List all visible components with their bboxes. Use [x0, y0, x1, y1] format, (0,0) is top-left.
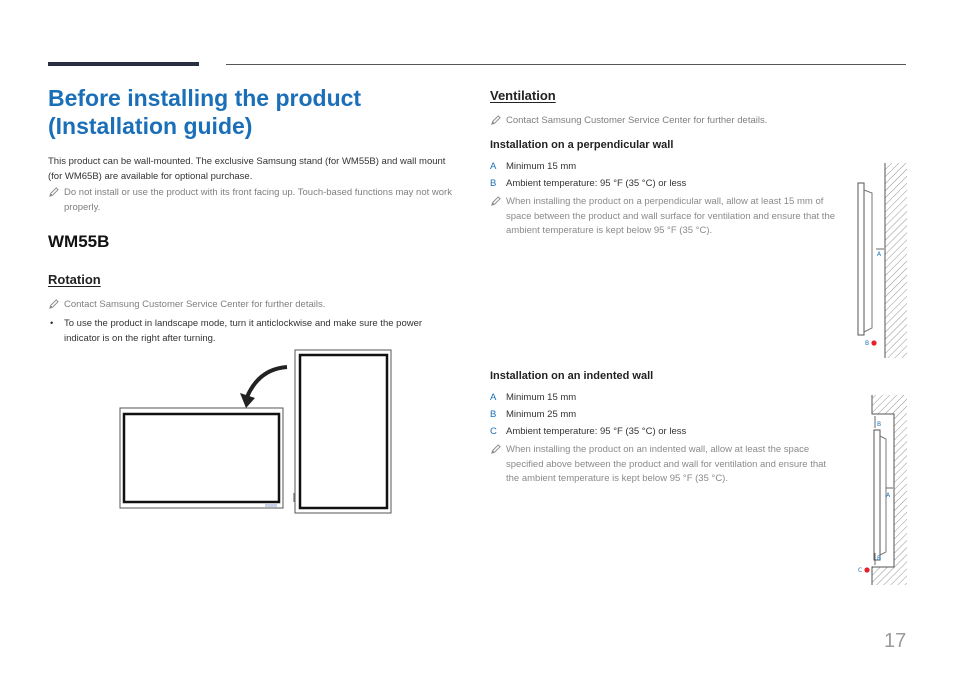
header-rule-thin — [226, 64, 906, 65]
label-a: A — [877, 251, 882, 258]
wall-hatch — [885, 163, 907, 358]
header-rule-thick — [48, 62, 199, 66]
label-c: C — [858, 567, 863, 574]
list-letter: A — [490, 161, 497, 172]
pencil-note-icon — [48, 299, 59, 310]
indented-wall-diagram — [852, 390, 912, 590]
label-b: B — [865, 340, 870, 347]
indented-heading: Installation on an indented wall — [490, 370, 654, 382]
list-item — [490, 408, 840, 425]
rotation-note-text: Contact Samsung Customer Service Center for further details. — [64, 299, 326, 310]
pencil-note-icon — [490, 196, 501, 207]
intro-note-text: Do not install or use the product with its front facing up. Touch-based functions may not work properly. — [64, 187, 452, 213]
power-indicator — [265, 504, 277, 507]
list-letter: A — [490, 392, 497, 403]
indented-list — [490, 391, 840, 442]
anticlockwise-arrow-icon — [240, 367, 287, 408]
perpendicular-heading: Installation on a perpendicular wall — [490, 139, 674, 151]
temperature-indicator — [864, 567, 869, 572]
temperature-indicator — [871, 340, 876, 345]
intro-note — [48, 186, 460, 215]
list-text: Minimum 15 mm — [506, 392, 577, 403]
indented-note-text: When installing the product on an indented wall, allow at least the space specified above between the product and wall for ventilation and ensure that the ambient temperature is kept below 95 °F (35 °C). — [506, 444, 827, 484]
label-b-top: B — [877, 421, 882, 428]
bullet-dot: • — [50, 318, 54, 329]
list-item — [490, 160, 840, 177]
list-text: Ambient temperature: 95 °F (35 °C) or less — [506, 426, 687, 437]
display-side-view — [858, 183, 864, 335]
rotation-bullet — [48, 316, 458, 346]
display-side-view — [874, 430, 880, 560]
landscape-display — [120, 408, 294, 508]
list-item — [490, 177, 840, 194]
perpendicular-list — [490, 160, 840, 194]
intro-text: This product can be wall-mounted. The exclusive Samsung stand (for WM55B) and wall mount (for WM65B) are available for optional purchase. — [48, 156, 446, 182]
rotation-bullet-text: To use the product in landscape mode, turn it anticlockwise and make sure the power indicator is on the right after turning. — [64, 318, 423, 344]
list-letter: B — [490, 409, 497, 420]
label-b-bottom: B — [877, 555, 882, 562]
list-letter: B — [490, 178, 497, 189]
ventilation-heading: Ventilation — [490, 88, 556, 103]
rotation-diagram — [115, 345, 400, 520]
pencil-note-icon — [48, 187, 59, 198]
list-letter: C — [490, 426, 497, 437]
perpendicular-wall-diagram — [852, 160, 912, 360]
page-number: 17 — [884, 630, 907, 652]
perpendicular-note — [490, 195, 850, 239]
rotation-note — [48, 298, 458, 313]
list-text: Minimum 15 mm — [506, 161, 577, 172]
portrait-display — [295, 350, 391, 513]
list-item — [490, 425, 840, 442]
list-item — [490, 391, 840, 408]
ventilation-note — [490, 114, 830, 129]
list-text: Minimum 25 mm — [506, 409, 577, 420]
model-heading: WM55B — [48, 232, 110, 251]
label-a: A — [886, 492, 891, 499]
perpendicular-note-text: When installing the product on a perpendicular wall, allow at least 15 mm of space between the product and wall surface for ventilation and ensure that the ambient temperature is kept below 95 °F (35 °C). — [506, 196, 836, 236]
page-title: Before installing the product (Installation guide) — [48, 85, 362, 139]
pencil-note-icon — [490, 444, 501, 455]
ventilation-note-text: Contact Samsung Customer Service Center for further details. — [506, 115, 768, 126]
rotation-heading: Rotation — [48, 272, 101, 287]
pencil-note-icon — [490, 115, 501, 126]
list-text: Ambient temperature: 95 °F (35 °C) or less — [506, 178, 687, 189]
indented-note — [490, 443, 840, 487]
